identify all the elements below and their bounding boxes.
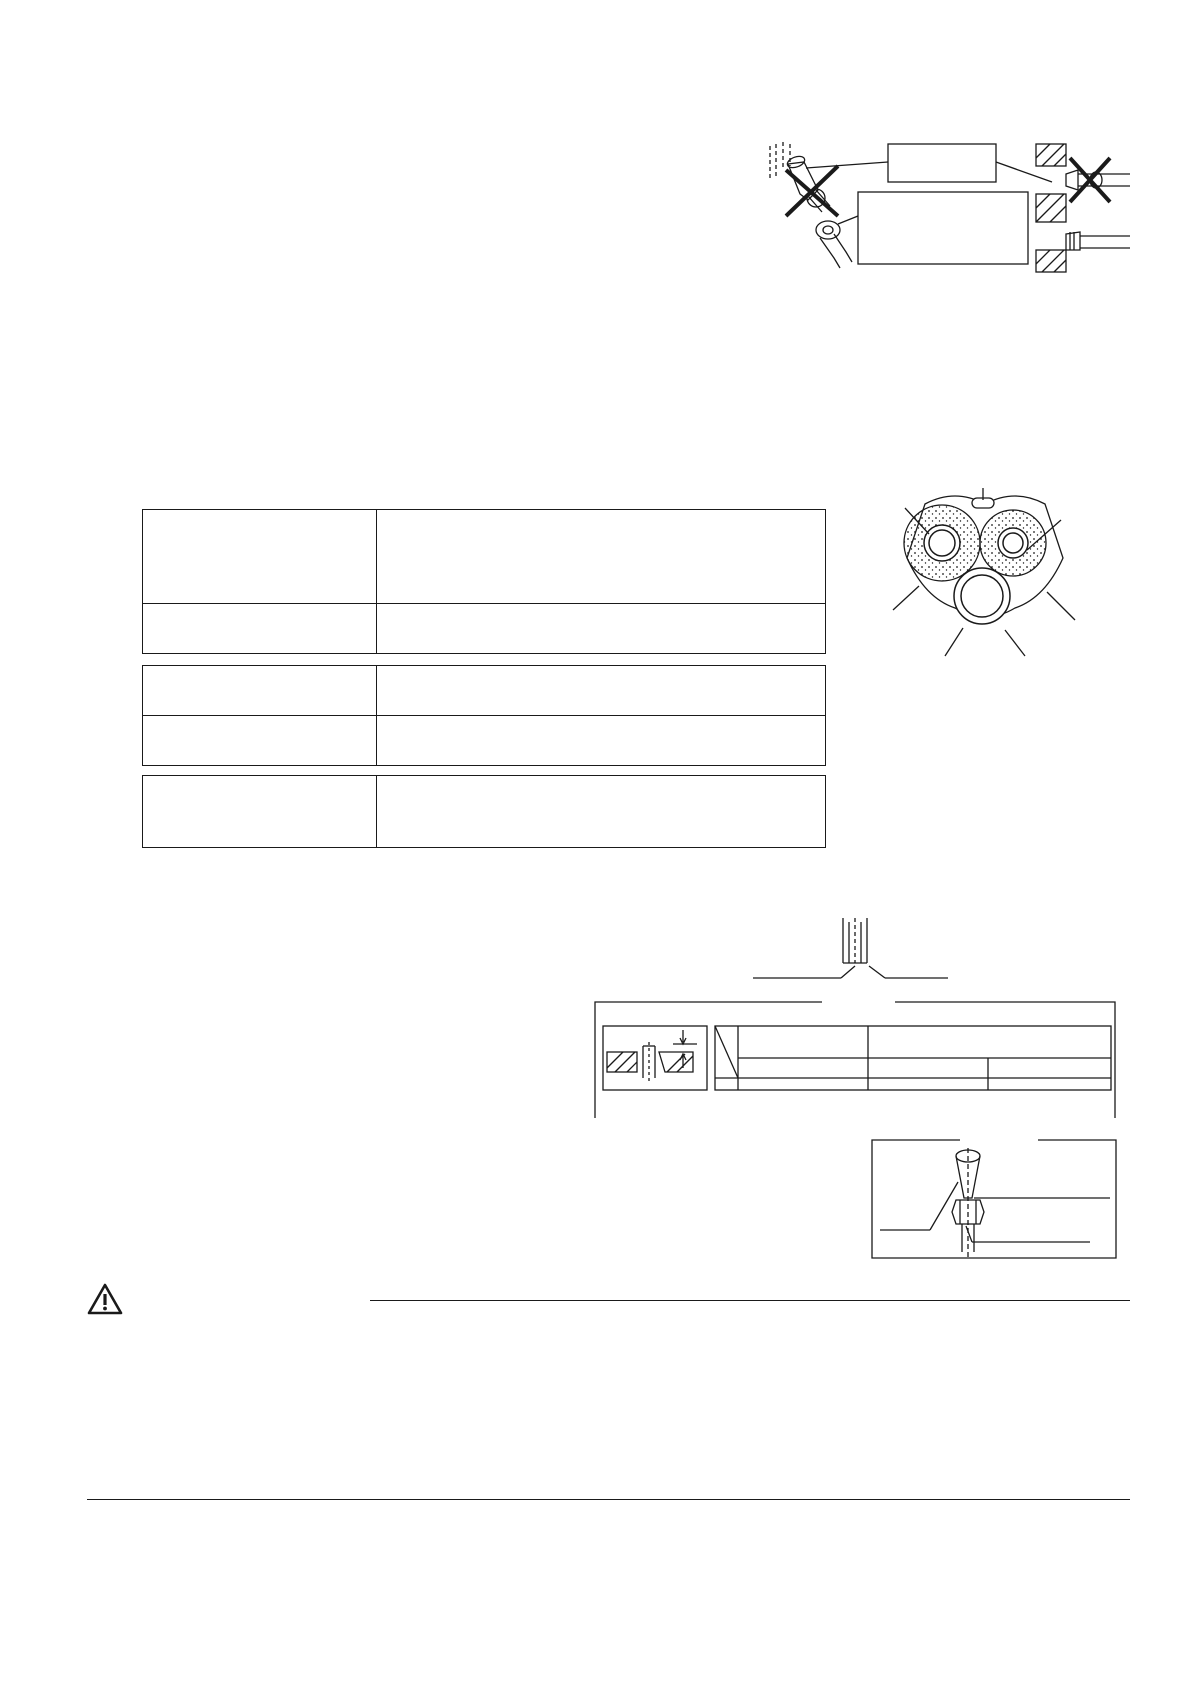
- footer-rule: [87, 1499, 1130, 1500]
- table-row: [143, 604, 826, 654]
- spec-table-1: [142, 509, 826, 654]
- frame-outer: [872, 1140, 1116, 1258]
- piping-insulation-cross-section: [885, 488, 1085, 658]
- label-box-bottom: [858, 192, 1028, 264]
- table-row: [143, 510, 826, 604]
- rain-marks: [770, 142, 790, 180]
- label-box-top: [888, 144, 996, 182]
- spec-table-2: [142, 665, 826, 766]
- flare-section-drawing: [607, 1030, 697, 1082]
- spec-table-3: [142, 775, 826, 848]
- caution-rule: [370, 1300, 1130, 1301]
- wall-pipes: [1066, 170, 1130, 250]
- cross-mark-right: [1070, 158, 1110, 202]
- flare-nut-detail: [870, 1138, 1120, 1260]
- table-row: [143, 666, 826, 716]
- frame-outer: [595, 1002, 1115, 1118]
- flare-dimension-table: [593, 918, 1118, 1118]
- wall-blocks: [1036, 144, 1066, 272]
- leader-lines: [880, 1182, 1110, 1242]
- table-row: [143, 716, 826, 766]
- pipe-stub: [843, 918, 867, 963]
- flare-dimension-grid: [715, 1026, 1111, 1090]
- dimension-leaders: [753, 966, 948, 978]
- flare-protection-illustration: [760, 140, 1130, 275]
- cross-mark-left: [786, 166, 838, 216]
- table-row: [143, 776, 826, 848]
- capped-pipe-end: [816, 221, 852, 268]
- warning-triangle-icon: [87, 1283, 123, 1315]
